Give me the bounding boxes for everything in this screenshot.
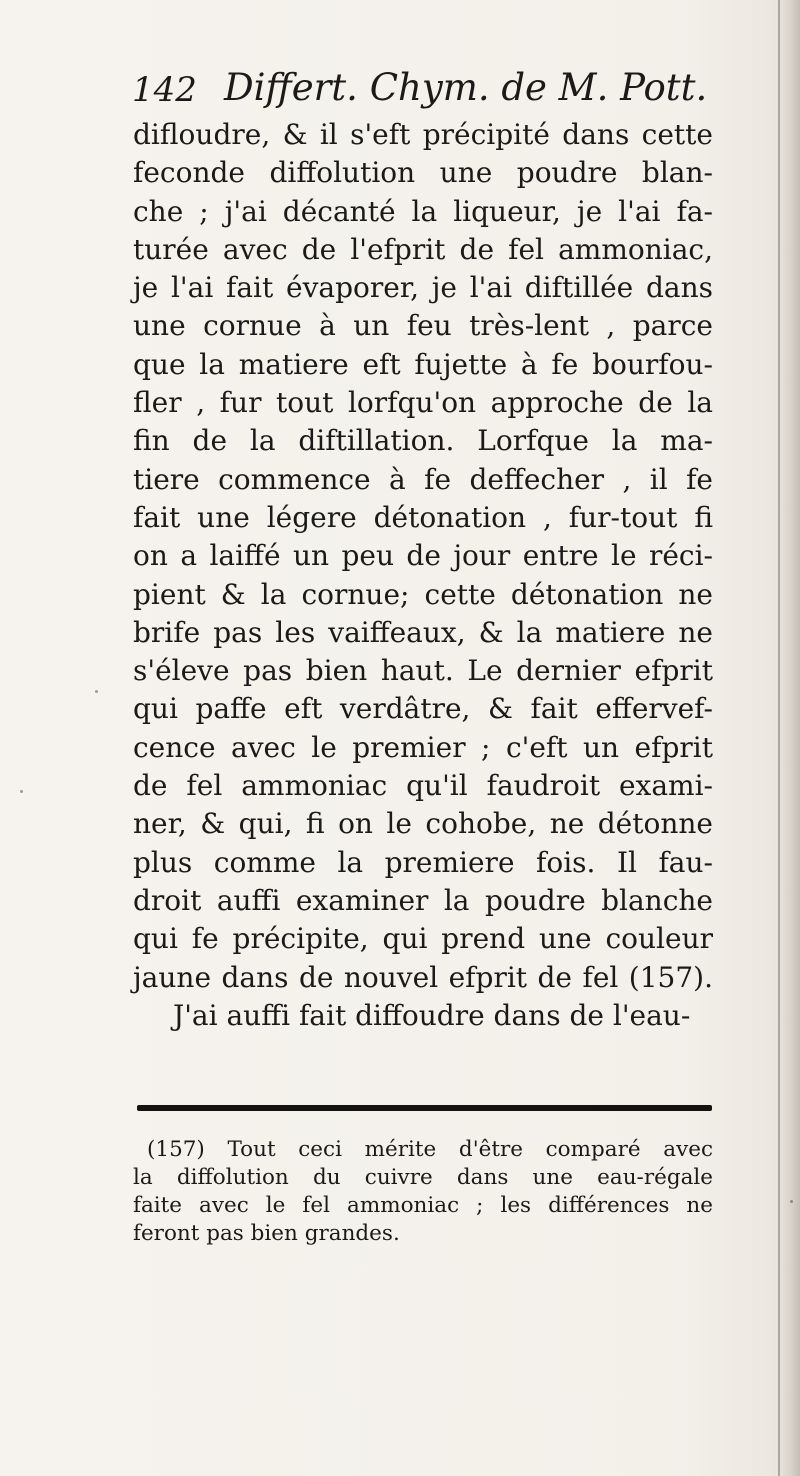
paper-speck [790,1200,793,1203]
footnote-line: feront pas bien grandes. [133,1221,400,1246]
text-line: fait une légere détonation , fur-tout fi [133,500,713,534]
text-line: fin de la diftillation. Lorfque la ma- [133,424,713,458]
footnote-rule [137,1105,712,1111]
running-head: Differt. Chym. de M. Pott. [224,66,708,109]
text-line: pient & la cornue; cette détonation ne [133,577,713,611]
text-line: une cornue à un feu très-lent , parce [133,309,713,343]
footnote-line: faite avec le fel ammoniac ; les différences ne [133,1193,713,1218]
paper-speck [95,690,98,693]
text-line: que la matiere eft fujette à fe bourfou- [133,347,713,381]
text-line: cence avec le premier ; c'eft un efprit [133,730,713,764]
footnote-line: la diffolution du cuivre dans une eau-régale [133,1165,713,1190]
text-line: qui paffe eft verdâtre, & fait effervef- [133,692,713,726]
page-header [132,66,732,114]
page-edge-line [778,0,780,1476]
text-line: che ; j'ai décanté la liqueur, je l'ai fa- [133,194,713,228]
text-line: feconde diffolution une poudre blan- [133,156,713,190]
text-line: je l'ai fait évaporer, je l'ai diftillée dans [133,271,713,305]
footnote-line: (157) Tout ceci mérite d'être comparé avec [147,1137,713,1162]
text-line: jaune dans de nouvel efprit de fel (157). [133,960,713,994]
body-text [133,116,713,1035]
text-line: droit auffi examiner la poudre blanche [133,883,713,917]
text-line: qui fe précipite, qui prend une couleur [133,922,713,956]
text-line: turée avec de l'efprit de fel ammoniac, [133,232,713,266]
text-line: difloudre, & il s'eft précipité dans cette [133,118,713,151]
text-line: fler , fur tout lorfqu'on approche de la [133,386,713,420]
paper-speck [20,790,23,793]
footnote [133,1136,713,1248]
text-line: brife pas les vaiffeaux, & la matiere ne [133,615,713,649]
page-edge-shadow [778,0,800,1476]
text-line: J'ai auffi fait diffoudre dans de l'eau- [173,998,691,1032]
text-line: de fel ammoniac qu'il faudroit exami- [133,769,713,803]
text-line: s'éleve pas bien haut. Le dernier efprit [133,654,713,688]
text-line: on a laiffé un peu de jour entre le réci- [133,539,713,573]
text-line: ner, & qui, fi on le cohobe, ne détonne [133,807,713,841]
text-line: tiere commence à fe deffecher , il fe [133,462,713,496]
page-number: 142 [132,70,197,110]
text-line: plus comme la premiere fois. Il fau- [133,845,713,879]
